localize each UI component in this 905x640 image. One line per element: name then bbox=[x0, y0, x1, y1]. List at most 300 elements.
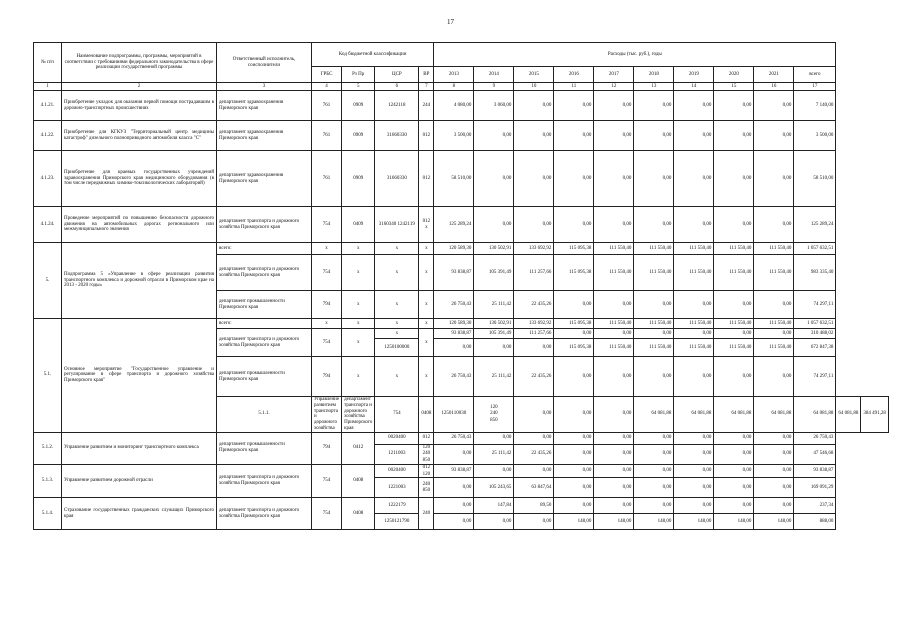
value-cell: 0,00 bbox=[634, 121, 674, 151]
value-cell: 111 550,40 bbox=[674, 319, 714, 329]
vr-code: 850 bbox=[422, 488, 431, 494]
value-cell: 148,00 bbox=[554, 514, 594, 530]
grbs-cell: х bbox=[312, 319, 342, 329]
value-cell: 115 095,38 bbox=[554, 319, 594, 329]
header-total: всего bbox=[794, 67, 836, 83]
header-num: № п/п bbox=[34, 43, 62, 83]
table-row bbox=[34, 91, 889, 121]
value-cell: 120 589,30 bbox=[434, 319, 474, 329]
value-cell: 0,00 bbox=[674, 464, 714, 478]
row-executor: департамент транспорта и дорожного хозяйства Приморского края bbox=[217, 464, 312, 498]
value-cell: 63 847,64 bbox=[514, 478, 554, 498]
value-cell: 0,00 bbox=[634, 432, 674, 444]
row-name: Управление развитием и мониторинг транспортного комплекса bbox=[62, 432, 217, 464]
value-cell: 0,00 bbox=[754, 357, 794, 397]
value-cell: 0,00 bbox=[714, 91, 754, 121]
value-cell: 0,00 bbox=[634, 329, 674, 339]
value-cell: 3 500,00 bbox=[434, 121, 474, 151]
col-number: 3 bbox=[217, 83, 312, 91]
value-cell: 0,00 bbox=[554, 397, 594, 433]
value-cell: 147,84 bbox=[474, 498, 514, 514]
header-vr: ВР bbox=[419, 67, 434, 83]
table-row bbox=[34, 432, 889, 444]
col-number: 2 bbox=[62, 83, 217, 91]
value-cell: 0,00 bbox=[634, 357, 674, 397]
rz-cell: 0408 bbox=[419, 397, 434, 433]
csr-cell: 1250121790 bbox=[375, 514, 419, 530]
vr-cell bbox=[419, 478, 434, 498]
value-cell: 0,00 bbox=[674, 329, 714, 339]
vr-stack bbox=[421, 482, 431, 495]
value-cell: 111 257,66 bbox=[514, 255, 554, 291]
value-cell: 25 111,42 bbox=[474, 357, 514, 397]
value-cell: 0,00 bbox=[594, 397, 634, 433]
rz-cell: х bbox=[342, 291, 375, 319]
value-cell: 0,00 bbox=[554, 432, 594, 444]
value-cell: 105 391,49 bbox=[474, 255, 514, 291]
value-cell: 0,00 bbox=[754, 444, 794, 464]
total-cell: 384 491,28 bbox=[861, 397, 889, 433]
value-cell: 0,00 bbox=[634, 444, 674, 464]
value-cell: 0,00 bbox=[554, 498, 594, 514]
rz-cell: 0909 bbox=[342, 91, 375, 121]
value-cell: 0,00 bbox=[714, 291, 754, 319]
value-cell: 0,00 bbox=[714, 329, 754, 339]
value-cell: 64 081,88 bbox=[754, 397, 794, 433]
value-cell: 111 550,40 bbox=[634, 243, 674, 255]
value-cell: 111 550,40 bbox=[634, 255, 674, 291]
value-cell: 0,00 bbox=[554, 478, 594, 498]
value-cell: 0,00 bbox=[754, 91, 794, 121]
program-row bbox=[34, 243, 889, 255]
value-cell: 0,00 bbox=[594, 91, 634, 121]
vr-code: 120 bbox=[490, 404, 498, 410]
value-cell: 0,00 bbox=[714, 478, 754, 498]
value-cell: 0,00 bbox=[754, 291, 794, 319]
value-cell: 26 750,43 bbox=[434, 432, 474, 444]
total-cell: 3 500,00 bbox=[794, 121, 836, 151]
value-cell: 105 243,65 bbox=[474, 478, 514, 498]
value-cell: 0,00 bbox=[514, 91, 554, 121]
value-cell: 0,00 bbox=[554, 151, 594, 207]
vr-cell bbox=[419, 444, 434, 464]
row-executor: департамент здравоохранения Приморского края bbox=[217, 121, 312, 151]
header-rzpr: Рз Пр bbox=[342, 67, 375, 83]
row-num: 4.1.22. bbox=[34, 121, 62, 151]
header-budget-code: Код бюджетной классификации bbox=[312, 43, 434, 67]
value-cell: 0,00 bbox=[594, 498, 634, 514]
row-executor: департамент транспорта и дорожного хозяйства Приморского края bbox=[217, 255, 312, 291]
vr-stack bbox=[421, 435, 431, 441]
value-cell: 26 750,43 bbox=[434, 357, 474, 397]
rz-cell: 0412 bbox=[342, 432, 375, 464]
vr-cell: 244 bbox=[419, 91, 434, 121]
row-num: 4.1.21. bbox=[34, 91, 62, 121]
csr-cell: 1222179 bbox=[375, 498, 419, 514]
value-cell: 0,00 bbox=[554, 329, 594, 339]
header-col-numbers bbox=[34, 83, 889, 91]
value-cell: 93 838,87 bbox=[434, 255, 474, 291]
value-cell: 0,00 bbox=[754, 432, 794, 444]
vr-cell: х bbox=[419, 357, 434, 397]
row-num: 4.1.23. bbox=[34, 151, 62, 207]
value-cell: 130 502,91 bbox=[474, 243, 514, 255]
value-cell: 148,00 bbox=[634, 514, 674, 530]
value-cell: 25 111,42 bbox=[474, 444, 514, 464]
rz-cell: 0408 bbox=[342, 498, 375, 530]
vr-code: 240 bbox=[490, 411, 498, 417]
vr-cell bbox=[474, 397, 514, 433]
value-cell: 115 095,38 bbox=[554, 255, 594, 291]
csr-cell: 31660330 bbox=[375, 121, 419, 151]
measure-row bbox=[34, 319, 889, 329]
value-cell: 0,00 bbox=[474, 514, 514, 530]
table-body bbox=[34, 91, 889, 530]
row-name: Управление развитием дорожной отрасли bbox=[62, 464, 217, 498]
value-cell: 0,00 bbox=[714, 432, 754, 444]
rz-cell: х bbox=[342, 329, 375, 357]
value-cell: 0,00 bbox=[754, 329, 794, 339]
value-cell: 111 257,66 bbox=[514, 329, 554, 339]
vr-cell: 240 bbox=[419, 498, 434, 530]
col-number: 15 bbox=[714, 83, 754, 91]
value-cell: 111 550,40 bbox=[754, 319, 794, 329]
value-cell: 93 838,87 bbox=[434, 464, 474, 478]
row-executor: департамент транспорта и дорожного хозяйства Приморского края bbox=[217, 207, 312, 243]
value-cell: 0,00 bbox=[674, 121, 714, 151]
col-number: 16 bbox=[754, 83, 794, 91]
grbs-cell: 754 bbox=[312, 207, 342, 243]
row-num: 5.1. bbox=[34, 319, 62, 433]
value-cell: 0,00 bbox=[634, 478, 674, 498]
value-cell: 111 550,40 bbox=[674, 243, 714, 255]
grbs-cell: 794 bbox=[312, 432, 342, 464]
value-cell: 0,00 bbox=[474, 432, 514, 444]
value-cell: 115 095,38 bbox=[554, 339, 594, 357]
header-row-1 bbox=[34, 43, 889, 67]
csr-cell: 3160340 1242119 bbox=[375, 207, 419, 243]
value-cell: 148,00 bbox=[674, 514, 714, 530]
value-cell: 22 435,26 bbox=[514, 357, 554, 397]
vr-code: 240 bbox=[422, 451, 431, 457]
value-cell: 0,00 bbox=[754, 498, 794, 514]
value-cell: 0,00 bbox=[754, 478, 794, 498]
row-num: 5.1.3. bbox=[34, 464, 62, 498]
value-cell: 0,00 bbox=[514, 151, 554, 207]
value-cell: 0,00 bbox=[674, 357, 714, 397]
value-cell: 64 081,88 bbox=[674, 397, 714, 433]
header-csr: ЦСР bbox=[375, 67, 419, 83]
rz-cell: х bbox=[342, 243, 375, 255]
grbs-cell: 754 bbox=[312, 329, 342, 357]
rz-cell: 0909 bbox=[342, 151, 375, 207]
value-cell: 111 550,40 bbox=[754, 339, 794, 357]
value-cell: 0,00 bbox=[594, 291, 634, 319]
value-cell: 0,00 bbox=[594, 478, 634, 498]
value-cell: 0,00 bbox=[714, 464, 754, 478]
csr-cell: х bbox=[375, 329, 419, 339]
col-number: 9 bbox=[474, 83, 514, 91]
value-cell: 3 060,00 bbox=[474, 91, 514, 121]
col-number: 17 bbox=[794, 83, 836, 91]
value-cell: 0,00 bbox=[594, 432, 634, 444]
grbs-cell: 761 bbox=[312, 121, 342, 151]
value-cell: 0,00 bbox=[634, 91, 674, 121]
vr-cell: 012 х bbox=[419, 207, 434, 243]
value-cell: 133 692,92 bbox=[514, 319, 554, 329]
value-cell: 133 692,92 bbox=[514, 243, 554, 255]
value-cell: 111 550,40 bbox=[714, 243, 754, 255]
rz-cell: х bbox=[342, 319, 375, 329]
value-cell: 111 550,40 bbox=[634, 339, 674, 357]
vr-code: 240 bbox=[422, 481, 431, 487]
value-cell: 0,00 bbox=[634, 207, 674, 243]
header-year: 2020 bbox=[714, 67, 754, 83]
vr-code: 850 bbox=[490, 418, 498, 424]
total-cell: 47 546,68 bbox=[794, 444, 836, 464]
col-number: 10 bbox=[514, 83, 554, 91]
value-cell: 0,00 bbox=[474, 121, 514, 151]
value-cell: 0,00 bbox=[634, 498, 674, 514]
value-cell: 0,00 bbox=[474, 464, 514, 478]
value-cell: 64 081,88 bbox=[714, 397, 754, 433]
row-name: Подпрограмма 5 «Управление в сфере реализации развития транспортного комплекса и дорожной отрасли в Приморском крае на 2013 - 2020 годы» bbox=[62, 243, 217, 319]
vr-cell: 012 bbox=[419, 121, 434, 151]
total-cell: 26 750,43 bbox=[794, 432, 836, 444]
total-cell: 1 057 632,51 bbox=[794, 243, 836, 255]
header-expenses: Расходы (тыс. руб.), годы bbox=[434, 43, 836, 67]
grbs-cell: 754 bbox=[312, 498, 342, 530]
value-cell: 0,00 bbox=[554, 121, 594, 151]
row-executor: департамент промышленности Приморского края bbox=[217, 432, 312, 464]
value-cell: 0,00 bbox=[674, 207, 714, 243]
value-cell: 0,00 bbox=[754, 464, 794, 478]
total-cell: 58 510,00 bbox=[794, 151, 836, 207]
grbs-cell: 754 bbox=[375, 397, 419, 433]
row-executor: департамент промышленности Приморского края bbox=[217, 357, 312, 397]
value-cell: 0,00 bbox=[674, 432, 714, 444]
col-number: 5 bbox=[342, 83, 375, 91]
value-cell: 0,00 bbox=[474, 151, 514, 207]
value-cell: 115 095,38 bbox=[554, 243, 594, 255]
value-cell: 0,00 bbox=[434, 444, 474, 464]
value-cell: 0,00 bbox=[674, 498, 714, 514]
value-cell: 0,00 bbox=[714, 498, 754, 514]
vr-cell: х bbox=[419, 255, 434, 291]
total-cell: 237,34 bbox=[794, 498, 836, 514]
row-executor: департамент здравоохранения Приморского края bbox=[217, 151, 312, 207]
value-cell: 0,00 bbox=[474, 207, 514, 243]
csr-cell: 1250100000 bbox=[375, 339, 419, 357]
value-cell: 4 080,00 bbox=[434, 91, 474, 121]
value-cell: 111 550,40 bbox=[594, 319, 634, 329]
vr-cell: х bbox=[419, 319, 434, 329]
grbs-cell: х bbox=[312, 243, 342, 255]
row-name: Приобретение для КГКУЗ "Территориальный центр медицины катастроф" дизельного полноприводного автомобиля класса "С" bbox=[62, 121, 217, 151]
csr-cell: 1250110030 bbox=[434, 397, 474, 433]
value-cell: 0,00 bbox=[514, 397, 554, 433]
col-number: 13 bbox=[634, 83, 674, 91]
vr-code: 120 bbox=[422, 444, 431, 450]
total-cell: 983 335,40 bbox=[794, 255, 836, 291]
csr-cell: 0020400 bbox=[375, 464, 419, 478]
value-cell: 0,00 bbox=[714, 121, 754, 151]
row-executor: всего: bbox=[217, 319, 312, 329]
header-year: 2013 bbox=[434, 67, 474, 83]
row-name: Страхование государственных гражданских служащих Приморского края bbox=[62, 498, 217, 530]
total-cell: 169 091,29 bbox=[794, 478, 836, 498]
value-cell: 120 589,30 bbox=[434, 243, 474, 255]
value-cell: 111 550,40 bbox=[714, 255, 754, 291]
vr-code: 120 bbox=[422, 471, 431, 477]
csr-cell: х bbox=[375, 291, 419, 319]
row-name: Проведение мероприятий по повышению безопасности дорожного движения на автомобильных дорогах регионального или межмуниципального значения bbox=[62, 207, 217, 243]
row-executor: всего: bbox=[217, 243, 312, 255]
value-cell: 0,00 bbox=[714, 444, 754, 464]
vr-cell: 012 bbox=[419, 151, 434, 207]
value-cell: 64 081,88 bbox=[836, 397, 861, 433]
vr-cell: х bbox=[419, 243, 434, 255]
vr-cell: х bbox=[419, 329, 434, 357]
value-cell: 148,00 bbox=[714, 514, 754, 530]
value-cell: 0,00 bbox=[674, 151, 714, 207]
header-year: 2021 bbox=[754, 67, 794, 83]
value-cell: 0,00 bbox=[634, 151, 674, 207]
value-cell: 0,00 bbox=[514, 339, 554, 357]
csr-cell: х bbox=[375, 255, 419, 291]
value-cell: 0,00 bbox=[674, 478, 714, 498]
value-cell: 0,00 bbox=[754, 207, 794, 243]
header-year: 2017 bbox=[594, 67, 634, 83]
csr-cell: 1242118 bbox=[375, 91, 419, 121]
vr-code: 850 bbox=[422, 458, 431, 463]
header-year: 2015 bbox=[514, 67, 554, 83]
value-cell: 148,00 bbox=[754, 514, 794, 530]
rz-cell: х bbox=[342, 255, 375, 291]
value-cell: 0,00 bbox=[634, 291, 674, 319]
value-cell: 111 550,40 bbox=[594, 243, 634, 255]
row-num: 5.1.4. bbox=[34, 498, 62, 530]
row-num: 5.1.2. bbox=[34, 432, 62, 464]
col-number: 4 bbox=[312, 83, 342, 91]
value-cell: 111 550,40 bbox=[674, 255, 714, 291]
total-cell: 1 057 632,51 bbox=[794, 319, 836, 329]
table-row bbox=[34, 151, 889, 207]
csr-cell: 31660330 bbox=[375, 151, 419, 207]
value-cell: 58 510,00 bbox=[434, 151, 474, 207]
value-cell: 0,00 bbox=[594, 207, 634, 243]
value-cell: 111 550,40 bbox=[634, 319, 674, 329]
row-num: 5.1.1. bbox=[217, 397, 312, 433]
row-executor: департамент транспорта и дорожного хозяйства Приморского края bbox=[342, 397, 375, 433]
header-year: 2019 bbox=[674, 67, 714, 83]
total-cell: 74 297,11 bbox=[794, 357, 836, 397]
value-cell: 0,00 bbox=[594, 464, 634, 478]
vr-code: 012 bbox=[422, 464, 431, 470]
value-cell: 111 550,40 bbox=[714, 339, 754, 357]
value-cell: 111 550,40 bbox=[754, 243, 794, 255]
header-grbs: ГРБС bbox=[312, 67, 342, 83]
value-cell: 0,00 bbox=[434, 339, 474, 357]
rz-cell: х bbox=[342, 357, 375, 397]
row-num: 5. bbox=[34, 243, 62, 319]
table-row bbox=[34, 207, 889, 243]
value-cell: 0,00 bbox=[674, 291, 714, 319]
col-number: 1 bbox=[34, 83, 62, 91]
vr-code: 012 bbox=[422, 435, 431, 441]
value-cell: 0,00 bbox=[754, 121, 794, 151]
value-cell: 0,00 bbox=[674, 444, 714, 464]
value-cell: 0,00 bbox=[514, 432, 554, 444]
col-number: 11 bbox=[554, 83, 594, 91]
col-number: 8 bbox=[434, 83, 474, 91]
grbs-cell: 794 bbox=[312, 291, 342, 319]
value-cell: 0,00 bbox=[594, 329, 634, 339]
vr-cell bbox=[419, 432, 434, 444]
value-cell: 22 435,26 bbox=[514, 291, 554, 319]
total-cell: 7 140,00 bbox=[794, 91, 836, 121]
value-cell: 0,00 bbox=[554, 357, 594, 397]
header-year: 2016 bbox=[554, 67, 594, 83]
grbs-cell: 761 bbox=[312, 151, 342, 207]
value-cell: 0,00 bbox=[554, 207, 594, 243]
value-cell: 0,00 bbox=[434, 514, 474, 530]
value-cell: 0,00 bbox=[514, 121, 554, 151]
value-cell: 93 838,87 bbox=[434, 329, 474, 339]
value-cell: 0,00 bbox=[434, 498, 474, 514]
rz-cell: 0409 bbox=[342, 207, 375, 243]
value-cell: 111 550,40 bbox=[594, 339, 634, 357]
value-cell: 26 750,43 bbox=[434, 291, 474, 319]
value-cell: 0,00 bbox=[714, 151, 754, 207]
grbs-cell: 754 bbox=[312, 255, 342, 291]
csr-cell: 1221003 bbox=[375, 478, 419, 498]
value-cell: 0,00 bbox=[514, 464, 554, 478]
csr-cell: х bbox=[375, 319, 419, 329]
row-executor: департамент здравоохранения Приморского края bbox=[217, 91, 312, 121]
csr-cell: 1211003 bbox=[375, 444, 419, 464]
csr-cell: 0020400 bbox=[375, 432, 419, 444]
value-cell: 0,00 bbox=[514, 207, 554, 243]
table-row bbox=[34, 464, 889, 478]
table-row bbox=[34, 121, 889, 151]
vr-cell bbox=[419, 464, 434, 478]
header-name: Наименование подпрограммы, программы, мероприятий в соответствии с требованиями федерального законодательства в сфере реализации государственной программы bbox=[62, 43, 217, 83]
total-cell: 125 289,24 bbox=[794, 207, 836, 243]
value-cell: 111 550,40 bbox=[594, 255, 634, 291]
total-cell: 74 297,11 bbox=[794, 291, 836, 319]
row-executor: департамент транспорта и дорожного хозяйства Приморского края bbox=[217, 498, 312, 530]
row-executor: департамент транспорта и дорожного хозяйства Приморского края bbox=[217, 329, 312, 357]
col-number: 14 bbox=[674, 83, 714, 91]
budget-table bbox=[33, 42, 889, 530]
value-cell: 0,00 bbox=[714, 357, 754, 397]
page-number: 17 bbox=[447, 18, 454, 26]
total-cell: 310 488,02 bbox=[794, 329, 836, 339]
row-executor: департамент промышленности Приморского края bbox=[217, 291, 312, 319]
value-cell: 0,00 bbox=[474, 339, 514, 357]
value-cell: 89,50 bbox=[514, 498, 554, 514]
value-cell: 64 081,88 bbox=[634, 397, 674, 433]
value-cell: 0,00 bbox=[514, 514, 554, 530]
row-name: Приобретение укладок для оказания первой помощи пострадавшим в дорожно-транспортных происшествиях bbox=[62, 91, 217, 121]
value-cell: 0,00 bbox=[594, 121, 634, 151]
total-cell: 93 838,87 bbox=[794, 464, 836, 478]
value-cell: 0,00 bbox=[714, 207, 754, 243]
value-cell: 111 550,40 bbox=[754, 255, 794, 291]
rz-cell: 0909 bbox=[342, 121, 375, 151]
vr-stack bbox=[421, 445, 431, 464]
